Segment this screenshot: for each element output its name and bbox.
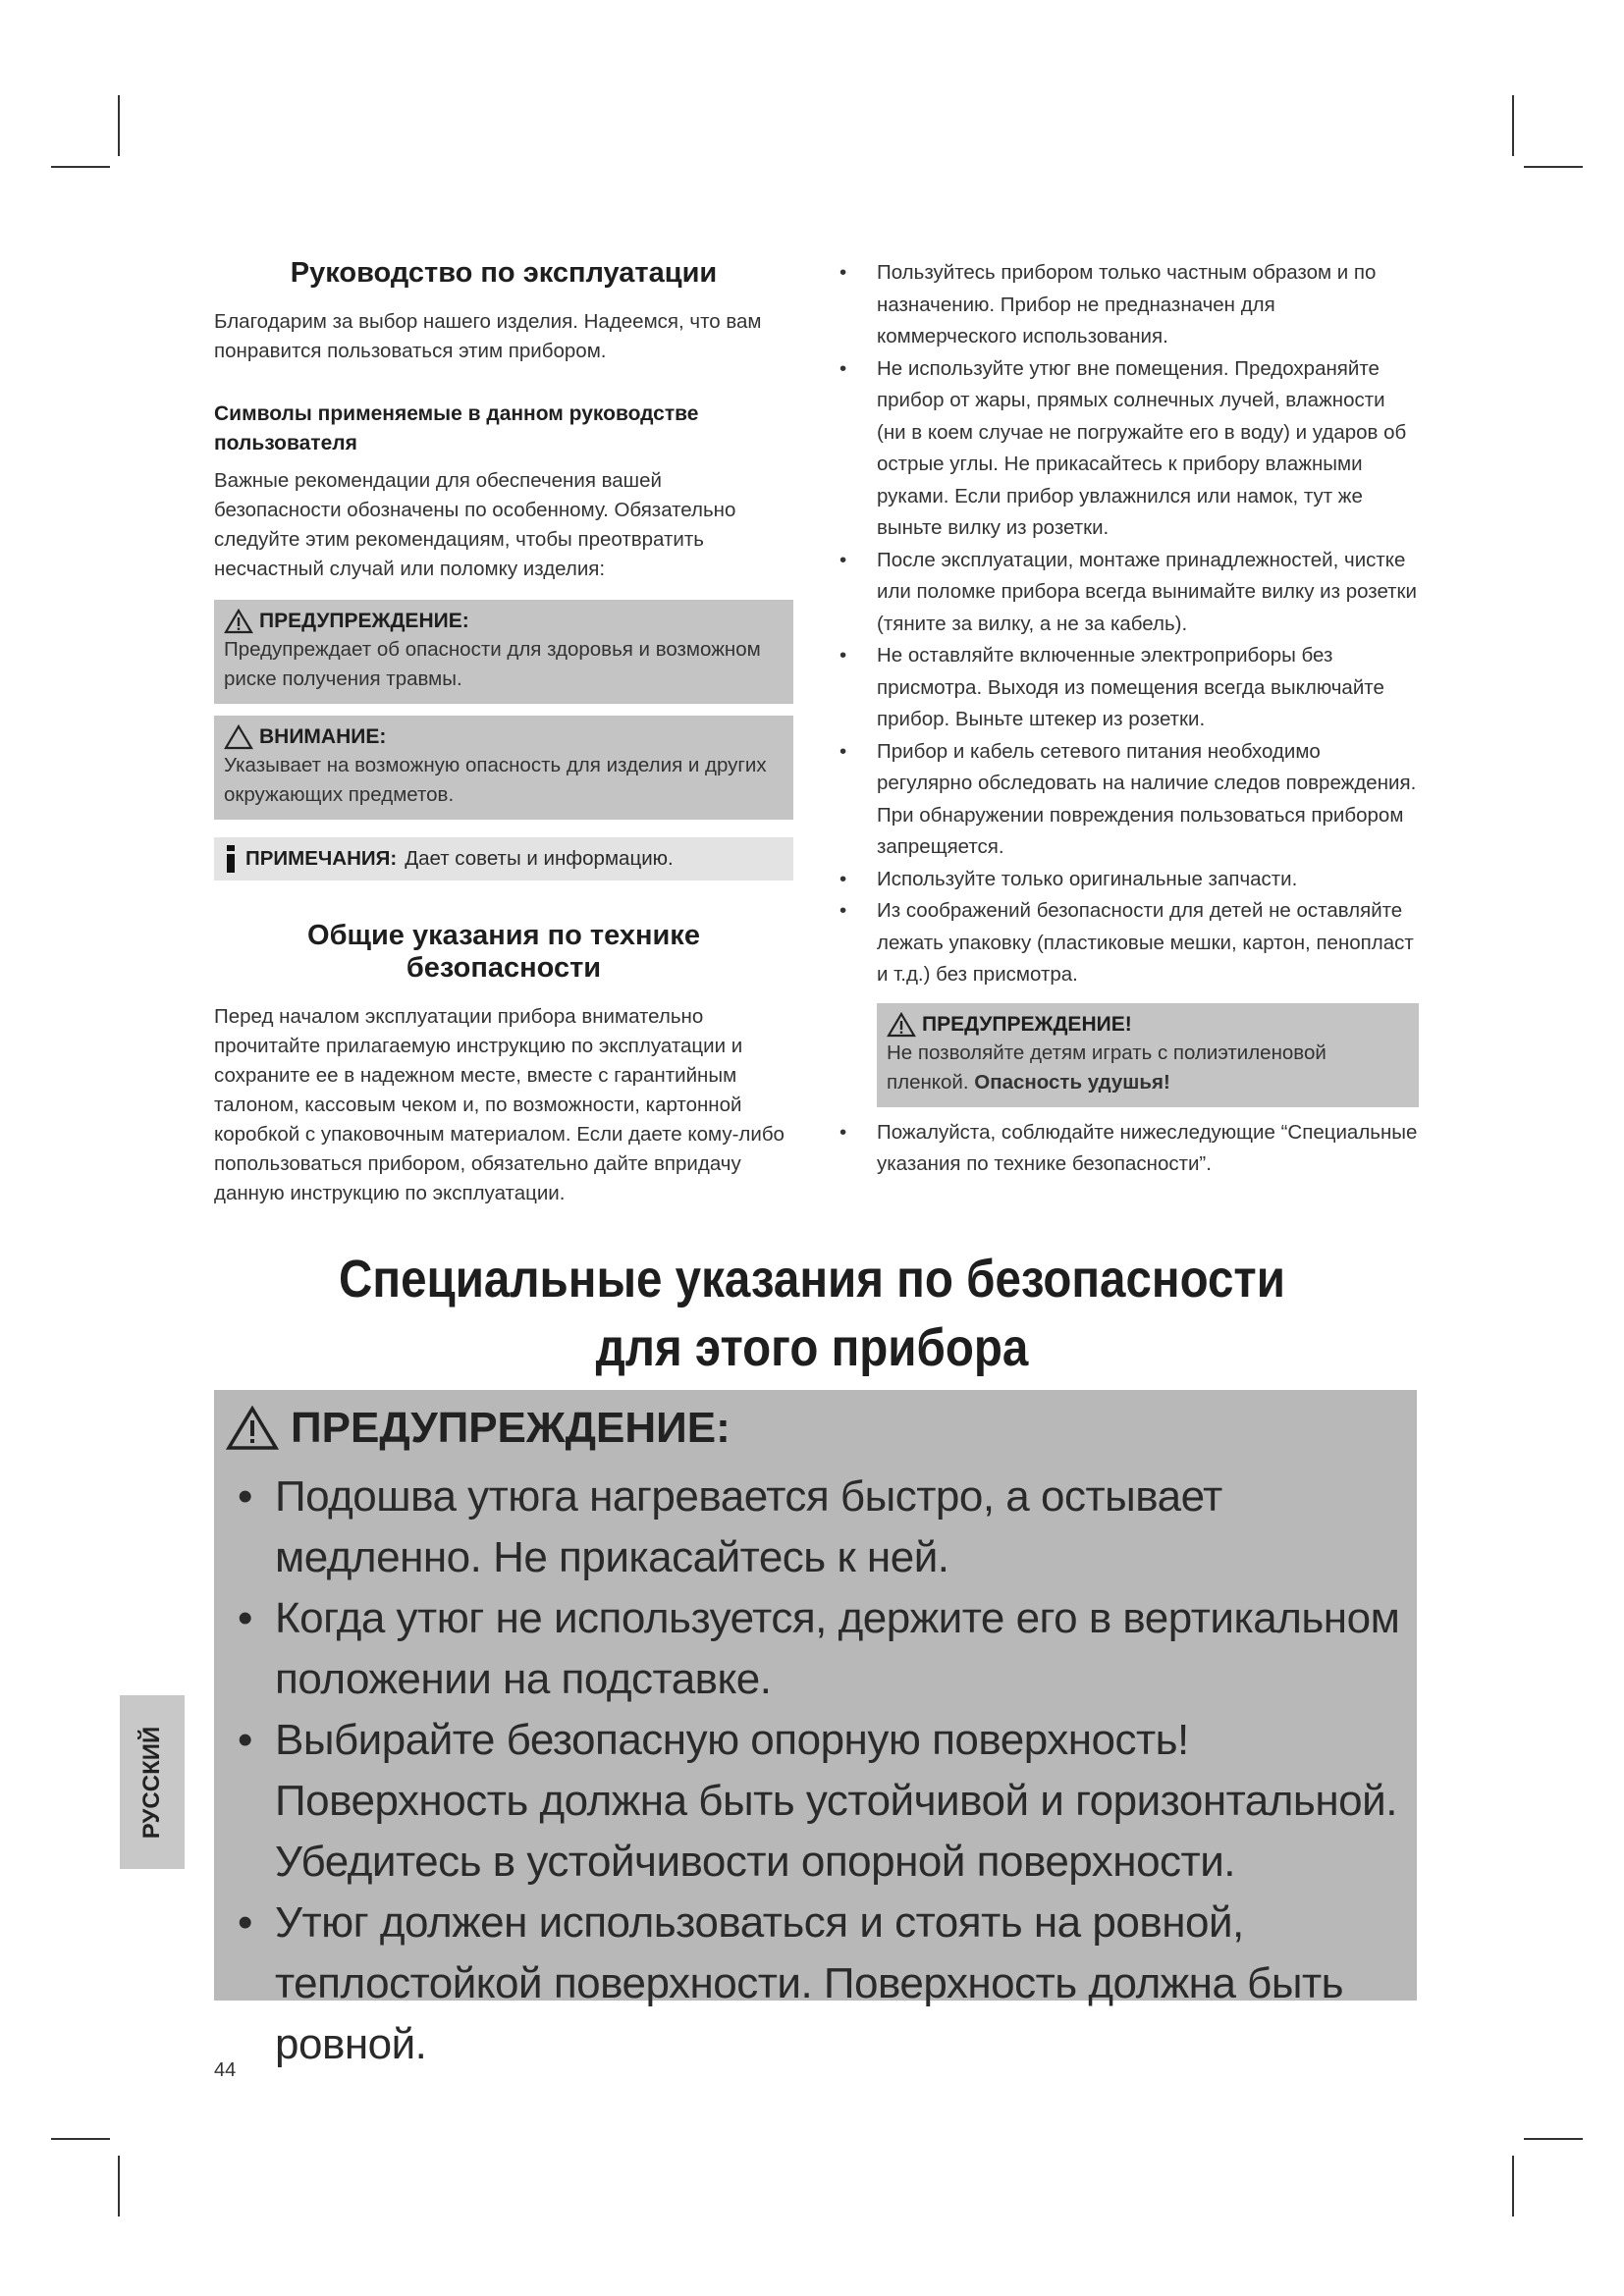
note-text: Дает советы и информацию. [405, 847, 674, 870]
left-column [214, 257, 793, 1208]
special-warning-title [226, 1404, 731, 1453]
list-item: • Пожалуйста, соблюдайте нижеследующие “Специальные указания по технике безопасности”. [839, 1117, 1419, 1181]
symbols-text: Важные рекомендации для обеспечения вашей безопасности обозначены по особенному. Обязательно следуйте этим рекомендациям, чтобы преотвратить несчастный случай или поломку изделия: [214, 469, 736, 580]
crop-mark [51, 166, 110, 168]
crop-mark [51, 2138, 110, 2140]
warning-triangle-icon [226, 1406, 279, 1451]
list-item: • Подошва утюга нагревается быстро, а остывает медленно. Не прикасайтесь к ней. [224, 1467, 1417, 1588]
suffocation-warning-body: Не позволяйте детям играть с полиэтиленовой пленкой. [887, 1041, 1326, 1094]
caution-triangle-icon [224, 724, 253, 750]
crop-mark [1524, 166, 1583, 168]
note-label: ПРИМЕЧАНИЯ: [245, 847, 398, 870]
list-item: • После эксплуатации, монтаже принадлежностей, чистке или поломке прибора всегда вынимайте вилку из розетки (тяните за вилку, а не за кабель). [839, 545, 1419, 641]
list-item: • Используйте только оригинальные запчасти. [839, 864, 1419, 896]
note-box [214, 837, 793, 881]
manual-title: Руководство по эксплуатации [290, 257, 718, 289]
list-item: • Пользуйтесь прибором только частным образом и по назначению. Прибор не предназначен для коммерческого использования. [839, 257, 1419, 353]
warning-box-label: ПРЕДУПРЕЖДЕНИЕ: [259, 610, 469, 632]
crop-mark [118, 2156, 120, 2216]
page-number: 44 [214, 2059, 237, 2081]
safety-bullet-list [839, 257, 1419, 991]
crop-mark [1512, 95, 1514, 156]
list-item: • Из соображений безопасности для детей не оставляйте лежать упаковку (пластиковые мешки, картон, пенопласт и т.д.) без присмотра. [839, 895, 1419, 991]
special-warning-label: ПРЕДУПРЕЖДЕНИЕ: [291, 1404, 731, 1452]
right-column [839, 257, 1419, 1181]
caution-box [214, 716, 793, 820]
caution-box-label: ВНИМАНИЕ: [259, 725, 387, 748]
list-item: • Не оставляйте включенные электроприборы без присмотра. Выходя из помещения всегда выключайте прибор. Выньте штекер из розетки. [839, 640, 1419, 736]
warning-box [214, 600, 793, 704]
final-bullet-list [839, 1117, 1419, 1181]
caution-box-text: Указывает на возможную опасность для изделия и других окружающих предметов. [224, 754, 767, 806]
list-item: • Утюг должен использоваться и стоять на ровной, теплостойкой поверхности. Поверхность должна быть ровной. [224, 1893, 1417, 2075]
special-safety-title [97, 1245, 1527, 1382]
info-icon [224, 845, 238, 873]
suffocation-warning-emphasis: Опасность удушья! [974, 1070, 1170, 1094]
warning-triangle-icon [887, 1012, 916, 1038]
special-title-line-2: для этого прибора [595, 1318, 1029, 1377]
crop-mark [1524, 2138, 1583, 2140]
special-title-line-1: Специальные указания по безопасности [339, 1250, 1285, 1308]
crop-mark [118, 95, 120, 156]
warning-triangle-icon [224, 609, 253, 634]
language-label: РУССКИЙ [138, 1726, 165, 1839]
general-safety-text: Перед началом эксплуатации прибора внимательно прочитайте прилагаемую инструкцию по эксплуатации и сохраните ее в надежном месте, вместе с гарантийным талоном, кассовым чеком и, по возможности, картонной коробкой с упаковочным материалом. Если даете кому-либо попользоваться прибором, обязательно дайте впридачу данную инструкцию по эксплуатации. [214, 1005, 785, 1204]
list-item: • Когда утюг не используется, держите его в вертикальном положении на подставке. [224, 1588, 1417, 1710]
suffocation-warning-text [887, 1039, 1409, 1097]
language-side-tab [120, 1695, 185, 1869]
symbols-heading: Символы применяемые в данном руководстве пользователя [214, 402, 699, 454]
warning-box-text: Предупреждает об опасности для здоровья и возможном риске получения травмы. [224, 638, 761, 690]
list-item: • Не используйте утюг вне помещения. Предохраняйте прибор от жары, прямых солнечных лучей, влажности (ни в коем случае не погружайте его в воду) и ударов об острые углы. Не прикасайтесь к прибору влажными руками. Если прибор увлажнился или намок, тут же выньте вилку из розетки. [839, 353, 1419, 545]
crop-mark [1512, 2156, 1514, 2216]
caution-box-title [224, 723, 784, 751]
general-safety-title: Общие указания по технике безопасности [307, 920, 700, 984]
suffocation-warning-title [887, 1011, 1409, 1039]
special-bullet-list [224, 1467, 1417, 2075]
intro-text: Благодарим за выбор нашего изделия. Надеемся, что вам понравится пользоваться этим прибором. [214, 310, 762, 362]
list-item: • Прибор и кабель сетевого питания необходимо регулярно обследовать на наличие следов повреждения. При обнаружении повреждения пользоваться прибором запрещяется. [839, 736, 1419, 864]
list-item: • Выбирайте безопасную опорную поверхность! Поверхность должна быть устойчивой и горизонтальной. Убедитесь в устойчивости опорной поверхности. [224, 1710, 1417, 1893]
suffocation-warning-label: ПРЕДУПРЕЖДЕНИЕ! [922, 1012, 1132, 1036]
special-warning-box [214, 1390, 1417, 2068]
suffocation-warning-box [877, 1003, 1419, 1107]
warning-box-title [224, 608, 784, 635]
